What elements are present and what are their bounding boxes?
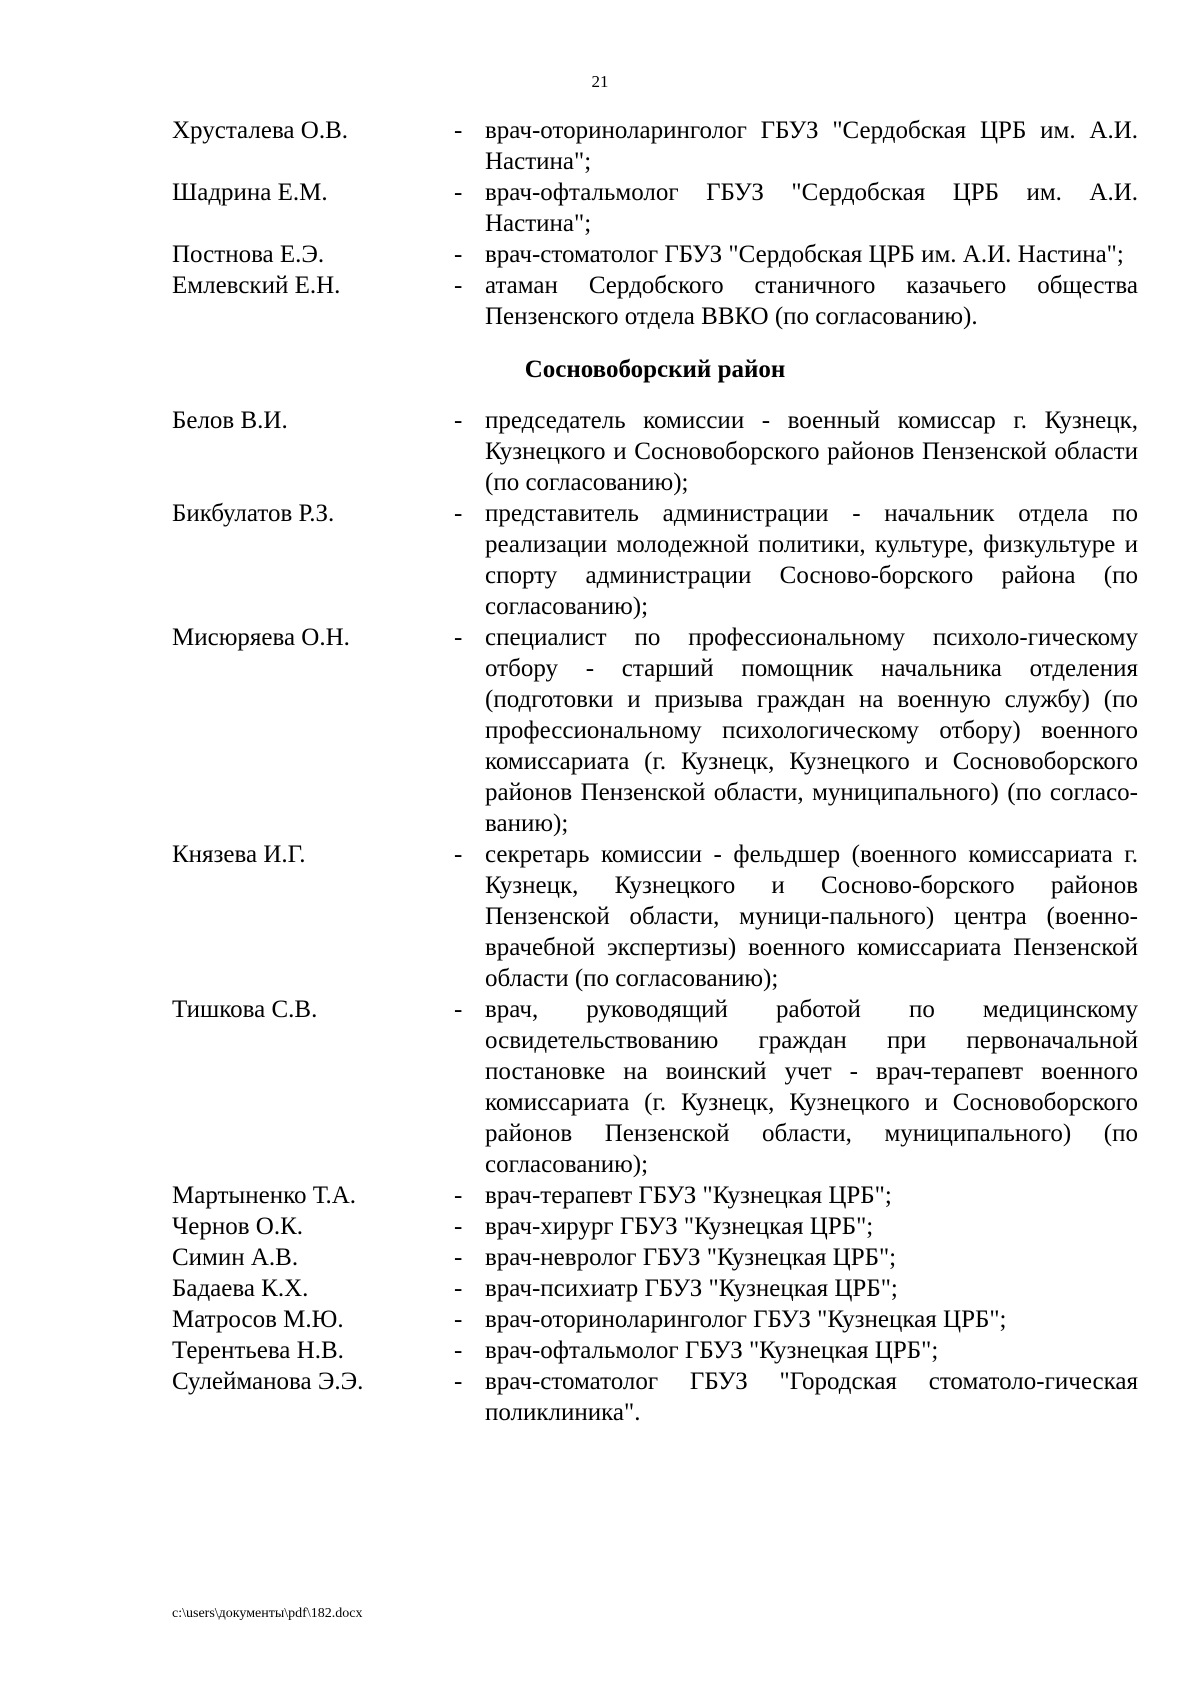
member-name: Мартыненко Т.А. <box>172 1182 357 1209</box>
member-name: Князева И.Г. <box>172 841 306 868</box>
member-name: Чернов О.К. <box>172 1213 304 1240</box>
dash-separator: - <box>454 500 463 527</box>
dash-separator: - <box>454 1244 463 1271</box>
member-role: врач-оториноларинголог ГБУЗ "Кузнецкая ЦРБ"; <box>485 1306 1007 1333</box>
dash-separator: - <box>454 1275 463 1302</box>
member-role: врач-оториноларинголог ГБУЗ "Сердобская ЦРБ им. А.И. Настина"; <box>485 117 1138 175</box>
dash-separator: - <box>454 841 463 868</box>
member-role: врач-стоматолог ГБУЗ "Городская стоматоло-гическая поликлиника". <box>485 1368 1138 1426</box>
file-path-footer: c:\users\документы\pdf\182.docx <box>172 1606 363 1621</box>
roster-entry <box>172 239 1138 270</box>
dash-separator: - <box>454 407 463 434</box>
dash-separator: - <box>454 272 463 299</box>
page-number: 21 <box>591 72 609 91</box>
member-role: врач-офтальмолог ГБУЗ "Кузнецкая ЦРБ"; <box>485 1337 939 1364</box>
roster-group-sердобский <box>172 115 1138 332</box>
member-role: врач-невролог ГБУЗ "Кузнецкая ЦРБ"; <box>485 1244 897 1271</box>
member-name: Тишкова С.В. <box>172 996 318 1023</box>
dash-separator: - <box>454 996 463 1023</box>
dash-separator: - <box>454 117 463 144</box>
member-name: Белов В.И. <box>172 407 288 434</box>
member-role: специалист по профессиональному психоло-гическому отбору - старший помощник начальника отделения (подготовки и призыва граждан на военную службу) (по профессиональному психологическому отбору) военного комиссариата (г. Кузнецк, Кузнецкого и Сосновоборского районов Пензенской области, муниципального) (по согласо-ванию); <box>485 624 1138 837</box>
member-name: Терентьева Н.В. <box>172 1337 344 1364</box>
member-role: врач-психиатр ГБУЗ "Кузнецкая ЦРБ"; <box>485 1275 898 1302</box>
member-role: врач, руководящий работой по медицинскому освидетельствованию граждан при первоначальной постановке на воинский учет - врач-терапевт военного комиссариата (г. Кузнецк, Кузнецкого и Сосновоборского районов Пензенской области, муниципального) (по согласованию); <box>485 996 1138 1178</box>
roster-entry <box>172 1335 1138 1366</box>
roster-group-sosnovoborsky <box>172 405 1138 1428</box>
dash-separator: - <box>454 1368 463 1395</box>
roster-entry <box>172 994 1138 1180</box>
roster-entry <box>172 839 1138 994</box>
member-role: представитель администрации - начальник отдела по реализации молодежной политики, культуре, физкультуре и спорту администрации Сосново-борского района (по согласованию); <box>485 500 1138 620</box>
dash-separator: - <box>454 1306 463 1333</box>
member-name: Симин А.В. <box>172 1244 299 1271</box>
dash-separator: - <box>454 1182 463 1209</box>
member-name: Мисюряева О.Н. <box>172 624 350 651</box>
dash-separator: - <box>454 1337 463 1364</box>
dash-separator: - <box>454 624 463 651</box>
dash-separator: - <box>454 1213 463 1240</box>
roster-entry <box>172 1304 1138 1335</box>
member-role: председатель комиссии - военный комиссар г. Кузнецк, Кузнецкого и Сосновоборского районов Пензенской области (по согласованию); <box>485 407 1138 496</box>
roster-entry <box>172 1180 1138 1211</box>
commission-roster <box>172 115 1138 1428</box>
dash-separator: - <box>454 241 463 268</box>
member-name: Сулейманова Э.Э. <box>172 1368 364 1395</box>
roster-entry <box>172 1366 1138 1428</box>
member-name: Шадрина Е.М. <box>172 179 328 206</box>
member-name: Хрусталева О.В. <box>172 117 348 144</box>
member-role: врач-офтальмолог ГБУЗ "Сердобская ЦРБ им. А.И. Настина"; <box>485 179 1138 237</box>
roster-entry <box>172 115 1138 177</box>
member-role: атаман Сердобского станичного казачьего общества Пензенского отдела ВВКО (по согласованию). <box>485 272 1138 330</box>
roster-entry <box>172 405 1138 498</box>
member-role: секретарь комиссии - фельдшер (военного комиссариата г. Кузнецк, Кузнецкого и Сосново-борского районов Пензенской области, муници-пального) центра (военно-врачебной экспертизы) военного комиссариата Пензенской области (по согласованию); <box>485 841 1138 992</box>
member-name: Матросов М.Ю. <box>172 1306 344 1333</box>
roster-entry <box>172 1273 1138 1304</box>
member-role: врач-терапевт ГБУЗ "Кузнецкая ЦРБ"; <box>485 1182 892 1209</box>
roster-entry <box>172 270 1138 332</box>
member-name: Бикбулатов Р.З. <box>172 500 335 527</box>
roster-entry <box>172 1242 1138 1273</box>
member-name: Емлевский Е.Н. <box>172 272 341 299</box>
roster-entry <box>172 622 1138 839</box>
section-title: Сосновоборский район <box>524 356 786 383</box>
roster-entry <box>172 498 1138 622</box>
member-role: врач-стоматолог ГБУЗ "Сердобская ЦРБ им. А.И. Настина"; <box>485 241 1124 268</box>
member-name: Постнова Е.Э. <box>172 241 325 268</box>
dash-separator: - <box>454 179 463 206</box>
member-name: Бадаева К.Х. <box>172 1275 309 1302</box>
member-role: врач-хирург ГБУЗ "Кузнецкая ЦРБ"; <box>485 1213 874 1240</box>
roster-entry <box>172 177 1138 239</box>
roster-entry <box>172 1211 1138 1242</box>
